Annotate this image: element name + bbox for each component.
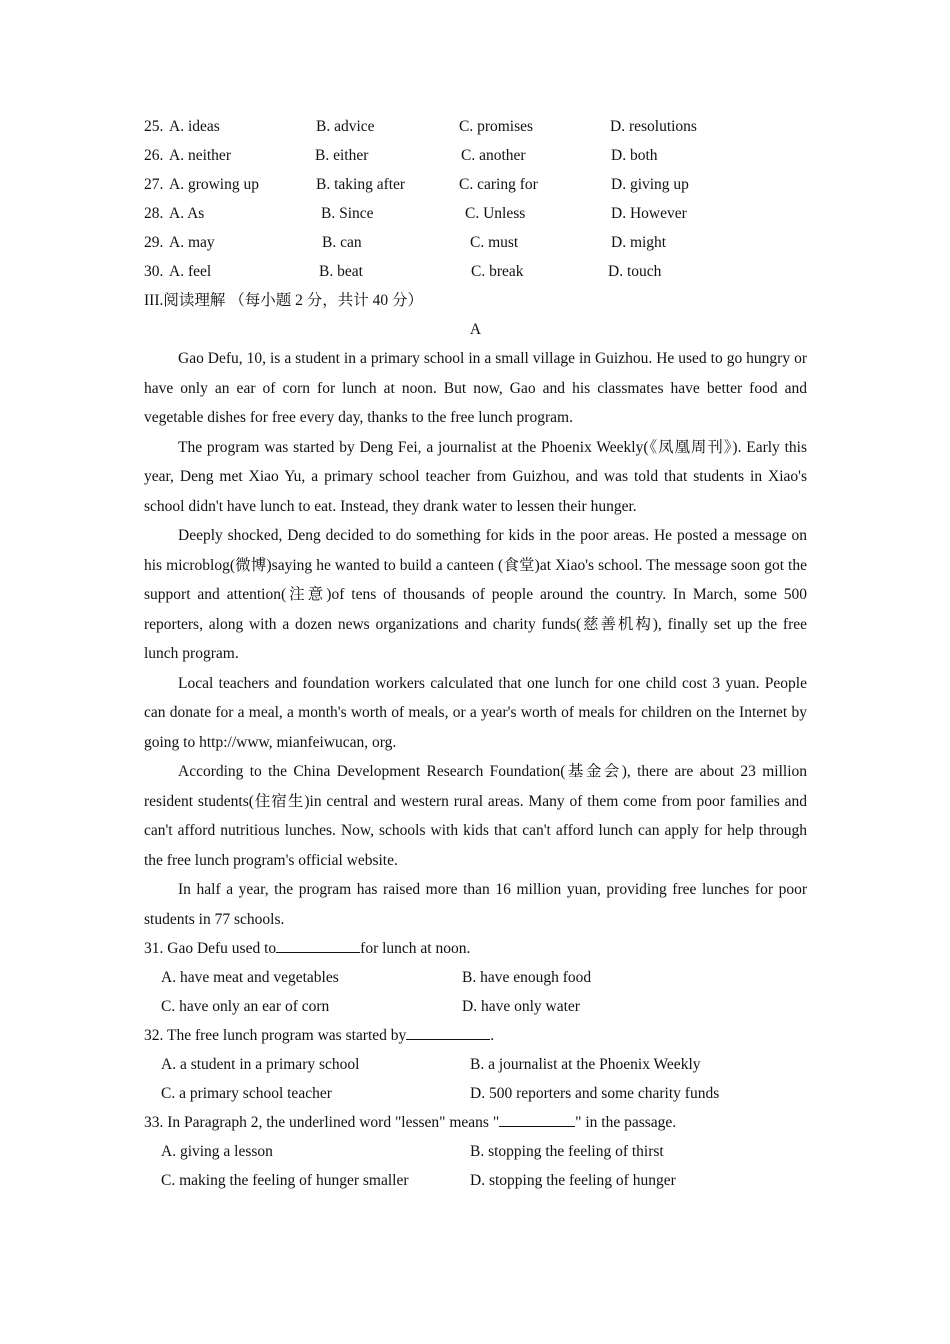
option-b: B. Since (321, 205, 374, 222)
option-a: A. ideas (169, 118, 220, 135)
option-d: D. stopping the feeling of hunger (470, 1172, 676, 1189)
option-b: B. a journalist at the Phoenix Weekly (470, 1056, 701, 1073)
cloze-row-27 (144, 170, 807, 199)
option-row (144, 1050, 807, 1079)
option-row (144, 963, 807, 992)
passage-body (144, 344, 807, 934)
question-number: 25. (144, 118, 164, 135)
answer-blank (276, 935, 360, 953)
paragraph-5: According to the China Development Research Foundation(基金会), there are about 23 million resident students(住宿生)in central and western rural areas. Many of them come from poor families and can't afford nutritious lunches. Now, schools with kids that can't afford lunch can apply for help through the free lunch program's official website. (144, 763, 807, 869)
question-32 (144, 1021, 807, 1108)
option-b: B. beat (319, 263, 363, 280)
cloze-row-29 (144, 228, 807, 257)
paragraph-1: Gao Defu, 10, is a student in a primary school in a small village in Guizhou. He used to go hungry or have only an ear of corn for lunch at noon. But now, Gao and his classmates have better food and vegetable dishes for free every day, thanks to the free lunch program. (144, 350, 807, 426)
option-d: D. 500 reporters and some charity funds (470, 1085, 720, 1102)
option-c: C. Unless (465, 205, 526, 222)
option-c: C. another (461, 147, 526, 164)
question-stem (144, 1108, 807, 1137)
option-d: D. have only water (462, 998, 580, 1015)
option-d: D. giving up (611, 176, 689, 193)
option-c: C. promises (459, 118, 534, 135)
question-31 (144, 934, 807, 1021)
question-33 (144, 1108, 807, 1195)
option-c: C. have only an ear of corn (161, 998, 330, 1015)
option-d: D. might (611, 234, 667, 251)
option-d: D. both (611, 147, 658, 164)
option-a: A. neither (169, 147, 231, 164)
question-number: 26. (144, 147, 164, 164)
stem-text: 31. Gao Defu used to (144, 940, 277, 957)
option-d: D. resolutions (610, 118, 697, 135)
option-row (144, 992, 807, 1021)
option-row (144, 1137, 807, 1166)
option-a: A. may (169, 234, 215, 251)
option-c: C. a primary school teacher (161, 1085, 332, 1102)
exam-page (144, 112, 807, 1195)
section-heading: III.阅读理解 （每小题 2 分，共计 40 分） (144, 292, 423, 309)
paragraph-3: Deeply shocked, Deng decided to do something for kids in the poor areas. He posted a message on his microblog(微博)saying he wanted to build a canteen (食堂)at Xiao's school. The message soon got the support and attention(注意)of tens of thousands of people around the country. In March, some 500 reporters, along with a dozen news organizations and charity funds(慈善机构), finally set up the free lunch program. (144, 527, 807, 662)
question-stem (144, 934, 807, 963)
option-b: B. stopping the feeling of thirst (470, 1143, 664, 1160)
option-c: C. making the feeling of hunger smaller (161, 1172, 409, 1189)
cloze-row-28 (144, 199, 807, 228)
question-number: 30. (144, 263, 164, 280)
cloze-row-25 (144, 112, 807, 141)
option-d: D. However (611, 205, 687, 222)
question-number: 27. (144, 176, 164, 193)
stem-text-end: . (490, 1027, 495, 1044)
option-d: D. touch (608, 263, 662, 280)
question-number: 29. (144, 234, 164, 251)
cloze-row-26 (144, 141, 807, 170)
stem-text-end: " in the passage. (575, 1114, 677, 1131)
option-a: A. growing up (169, 176, 259, 193)
paragraph-2: The program was started by Deng Fei, a journalist at the Phoenix Weekly(《凤凰周刊》). Early this year, Deng met Xiao Yu, a primary school teacher from Guizhou, and was told that students in Xiao's school didn't have lunch to eat. Instead, they drank water to lessen their hunger. (144, 438, 807, 515)
option-b: B. can (322, 234, 362, 251)
option-a: A. giving a lesson (161, 1143, 273, 1160)
paragraph-6: In half a year, the program has raised more than 16 million yuan, providing free lunches for poor students in 77 schools. (144, 881, 807, 928)
option-a: A. a student in a primary school (161, 1056, 360, 1073)
option-b: B. either (315, 147, 369, 164)
passage-label: A (469, 321, 482, 338)
option-b: B. have enough food (462, 969, 592, 986)
stem-text-end: for lunch at noon. (360, 940, 471, 957)
paragraph-4: Local teachers and foundation workers calculated that one lunch for one child cost 3 yuan. People can donate for a meal, a month's worth of meals, or a year's worth of meals for children on the Internet by going to http://www, mianfeiwucan, org. (144, 674, 807, 751)
option-row (144, 1079, 807, 1108)
option-a: A. feel (169, 263, 212, 280)
option-a: A. As (169, 205, 205, 222)
stem-text: 33. In Paragraph 2, the underlined word "lessen" means " (144, 1114, 500, 1131)
option-c: C. break (471, 263, 524, 280)
question-stem (144, 1021, 807, 1050)
option-c: C. caring for (459, 176, 538, 193)
option-b: B. advice (316, 118, 375, 135)
answer-blank (406, 1022, 490, 1040)
cloze-row-30 (144, 257, 807, 286)
cloze-options (144, 112, 807, 286)
option-c: C. must (470, 234, 519, 251)
answer-blank (499, 1109, 575, 1127)
option-row (144, 1166, 807, 1195)
stem-text: 32. The free lunch program was started by (144, 1027, 407, 1044)
option-a: A. have meat and vegetables (161, 969, 339, 986)
option-b: B. taking after (316, 176, 406, 193)
question-number: 28. (144, 205, 164, 222)
